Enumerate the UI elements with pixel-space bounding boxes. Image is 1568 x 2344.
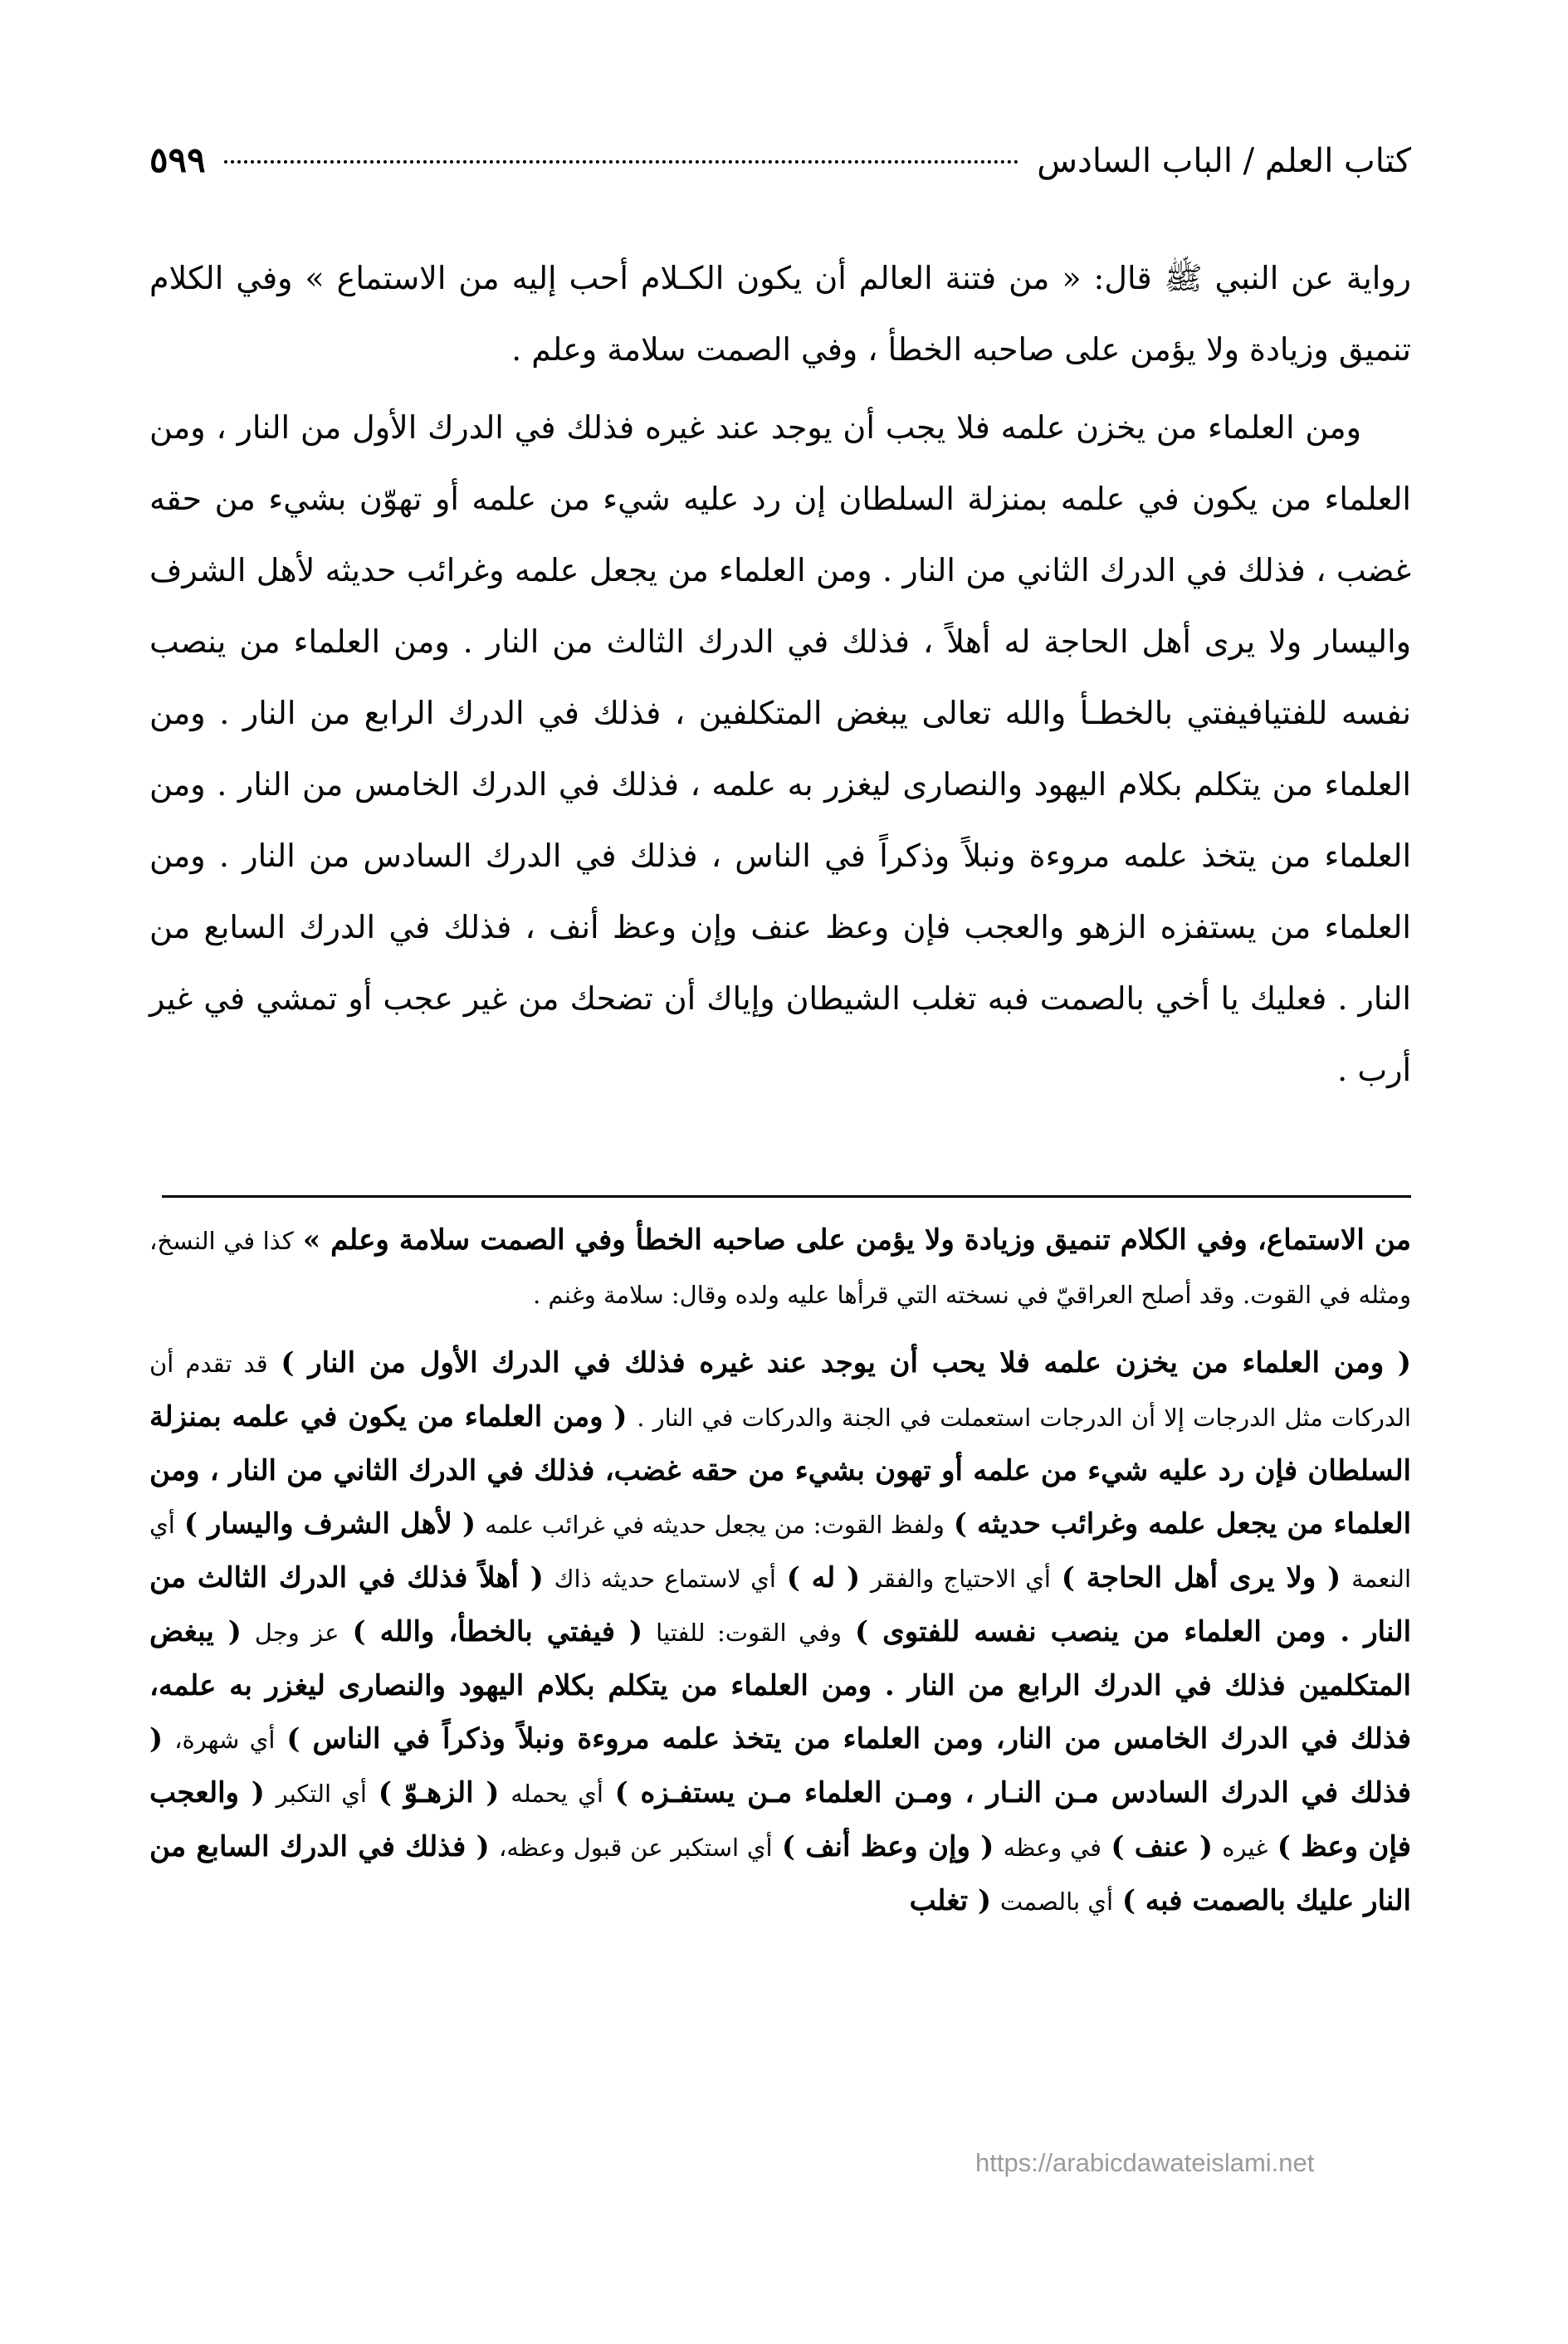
explanation-text: كذا في النسخ، ومثله في القوت. وقد أصلح العراقيّ في نسخته التي قرأها عليه ولده وقال: سلامة وغنم . (149, 1227, 1411, 1309)
quoted-text: ( ومن العلماء من يكون في علمه بمنزلة السلطان فإن رد عليه شيء من علمه أو تهون بشيء من حقه غضب، فذلك في الدرك الثاني من النار ، ومن العلماء من يجعل علمه وغرائب حديثه ) (149, 1400, 1412, 1541)
quoted-text: ( لأهل الشرف واليسار ) (183, 1507, 476, 1541)
running-title: كتاب العلم / الباب السادس (1037, 142, 1411, 180)
page-number: ٥٩٩ (149, 139, 206, 180)
commentary (149, 1214, 1411, 1943)
leader-dots (224, 160, 1019, 164)
main-paragraph-2: ومن العلماء من يخزن علمه فلا يجب أن يوجد عند غيره فذلك في الدرك الأول من النار ، ومن العلماء من يكون في علمه بمنزلة السلطان إن رد عليه شيء من علمه أو تهوّن بشيء من حقه غضب ، فذلك في الدرك الثاني من النار . ومن العلماء من يجعل علمه وغرائب حديثه لأهل الشرف واليسار ولا يرى أهل الحاجة له أهلاً ، فذلك في الدرك الثالث من النار . ومن العلماء من ينصب نفسه للفتيافيفتي بالخطـأ والله تعالى يبغض المتكلفين ، فذلك في الدرك الرابع من النار . ومن العلماء من يتكلم بكلام اليهود والنصارى ليغزر به علمه ، فذلك في الدرك الخامس من النار . ومن العلماء من يتخذ علمه مروءة ونبلاً وذكراً في الناس ، فذلك في الدرك السادس من النار . ومن العلماء من يستفزه الزهو والعجب فإن وعظ عنف وإن وعظ أنف ، فذلك في الدرك السابع من النار . فعليك يا أخي بالصمت فبه تغلب الشيطان وإياك أن تضحك من غير عجب أو تمشي في غير أرب . (149, 409, 1411, 1088)
explanation-text: وفي القوت: للفتيا (656, 1619, 843, 1647)
explanation-text: أي استكبر عن قبول وعظه، (499, 1834, 773, 1862)
explanation-text: أي النعمة (149, 1511, 1412, 1593)
quoted-text: ( فيفتي بالخطأ، والله ) (352, 1615, 643, 1648)
explanation-text: ولفظ القوت: من يجعل حديثه في غرائب علمه (485, 1511, 945, 1539)
main-text (149, 242, 1411, 1112)
explanation-text: أي التكبر (276, 1780, 367, 1808)
explanation-text: أي شهرة، (174, 1726, 276, 1754)
quoted-text: ( له ) (786, 1561, 861, 1594)
footnote-divider (162, 1195, 1411, 1198)
main-paragraph-1: رواية عن النبي ﷺ قال: « من فتنة العالم أن يكون الكـلام أحب إليه من الاستماع » وفي الكلام تنميق وزيادة ولا يؤمن على صاحبه الخطأ ، وفي الصمت سلامة وعلم . (149, 260, 1411, 368)
watermark-url: https://arabicdawateislami.net (975, 2148, 1315, 2177)
explanation-text: في وعظه (1003, 1834, 1102, 1862)
quoted-text: ( ولا يرى أهل الحاجة ) (1061, 1561, 1341, 1594)
quoted-text: ( ومن العلماء من يخزن علمه فلا يحب أن يوجد عند غيره فذلك في الدرك الأول من النار ) (281, 1346, 1412, 1380)
quoted-text: ( وإن وعظ أنف ) (781, 1830, 994, 1863)
quoted-text: ( يبغض المتكلمين فذلك في الدرك الرابع من النار . ومن العلماء من يتكلم بكلام اليهود والنصارى ليغزر به علمه، فذلك في الدرك الخامس من النار، ومن العلماء من يتخذ علمه مروءة ونبلاً وذكراً في الناس ) (149, 1615, 1411, 1756)
quoted-text: ( والعجب فإن وعظ ) (149, 1776, 1412, 1863)
quoted-text: من الاستماع، وفي الكلام تنميق وزيادة ولا يؤمن على صاحبه الخطأ وفي الصمت سلامة وعلم » (302, 1223, 1412, 1257)
explanation-text: أي لاستماع حديثه ذاك (554, 1565, 776, 1593)
explanation-text: أي بالصمت (999, 1887, 1113, 1916)
quoted-text: ( أهلاً فذلك في الدرك الثالث من النار . ومن العلماء من ينصب نفسه للفتوى ) (149, 1561, 1412, 1648)
explanation-text: أي الاحتياج والفقر (870, 1565, 1051, 1593)
quoted-text: ( الزهـوّ ) (378, 1776, 500, 1809)
explanation-text: أي يحمله (510, 1780, 603, 1808)
explanation-text: قد تقدم أن الدركات مثل الدرجات إلا أن الدرجات استعملت في الجنة والدركات في النار . (149, 1350, 1411, 1432)
quoted-text: ( فذلك في الدرك السابع من النار عليك بالصمت فبه ) (149, 1830, 1411, 1917)
quoted-text: ( تغلب (909, 1884, 992, 1917)
page-header (149, 139, 1411, 206)
explanation-text: عز وجل (254, 1619, 339, 1647)
commentary-paragraph-2 (149, 1336, 1411, 1928)
quoted-text: ( فذلك في الدرك السادس مـن النـار ، ومـن العلماء مـن يستفـزه ) (149, 1722, 1411, 1809)
explanation-text: غيره (1222, 1834, 1268, 1862)
quoted-text: ( عنف ) (1111, 1830, 1213, 1863)
commentary-paragraph-1 (149, 1214, 1411, 1321)
